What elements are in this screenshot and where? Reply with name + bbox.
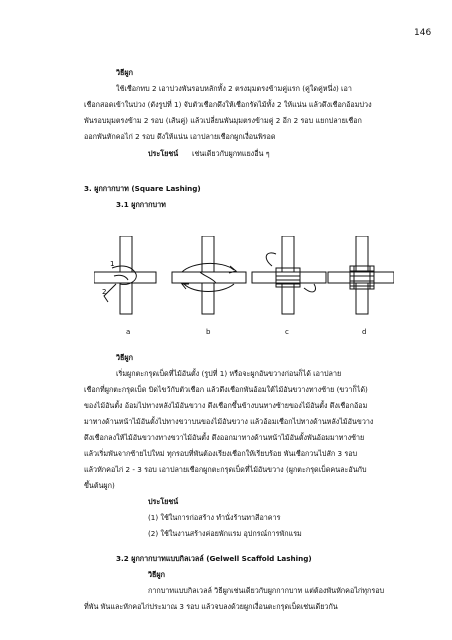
figure-label-1: 1 bbox=[110, 260, 115, 268]
paragraph-line: มาทางด้านหน้าไม้อันตั้งไปทางขวาบนของไม้อันขวาง แล้วอ้อมเชือกไปทางด้านหลังไม้อันขวาง bbox=[84, 417, 374, 426]
paragraph-line: ขึ้นต้นผูก) bbox=[84, 481, 115, 490]
square-lashing-figure bbox=[94, 236, 394, 316]
figure-caption-c: c bbox=[285, 328, 289, 336]
benefit-label: ประโยชน์ bbox=[148, 497, 179, 506]
paragraph-line: ที่พัน พันและหักคอไก่ประมาณ 3 รอบ แล้วจบลงด้วยผูกเงื่อนตะกรุดเบ็ดเช่นเดียวกัน bbox=[84, 602, 338, 611]
method-heading: วิธีผูก bbox=[116, 68, 133, 77]
subsection-heading: 3.2 ผูกกากบาทแบบกิลเวลล์ (Gelwell Scaffold Lashing) bbox=[116, 554, 312, 563]
benefit-item: (2) ใช้ในงานสร้างค่อยพักแรม อุปกรณ์การพักแรม bbox=[148, 529, 302, 538]
paragraph-line: กากบาทแบบกิลเวลล์ วิธีผูกเช่นเดียวกับผูกกากบาท แต่ต้องพันหักคอไก่ทุกรอบ bbox=[148, 586, 385, 595]
figure-caption-b: b bbox=[206, 328, 211, 336]
page-number: 146 bbox=[414, 28, 432, 38]
benefit-item: (1) ใช้ในการก่อสร้าง ทำนั่งร้านทาสีอาคาร bbox=[148, 513, 281, 522]
figure-caption-d: d bbox=[362, 328, 367, 336]
subsection-heading: 3.1 ผูกกากบาท bbox=[116, 200, 166, 209]
benefit-label: ประโยชน์ bbox=[148, 149, 179, 158]
section-heading: 3. ผูกกากบาท (Square Lashing) bbox=[84, 184, 201, 193]
paragraph-line: เชือกสอดเข้าในบ่วง (ดังรูปที่ 1) จับตัวเชือกดึงให้เชือกรัดไม้ทั้ง 2 ให้แน่น แล้วดึงเชือกอ้อมบ่วง bbox=[84, 100, 372, 109]
paragraph-line: แล้วหักคอไก่ 2 - 3 รอบ เอาปลายเชือกผูกตะกรุดเบ็ดที่ไม้อันขวาง (ผูกตะกรุดเบ็ดคนละอันกับ bbox=[84, 465, 367, 474]
figure-label-2: 2 bbox=[102, 288, 107, 296]
paragraph-line: พันรอบมุมตรงข้าม 2 รอบ (เส้นคู่) แล้วเปลี่ยนพันมุมตรงข้ามคู่ 2 อีก 2 รอบ แยกปลายเชือก bbox=[84, 116, 362, 125]
paragraph-line: เริ่มผูกตะกรุดเบ็ดที่ไม้อันตั้ง (รูปที่ 1) หรือจะผูกอันขวางก่อนก็ได้ เอาปลาย bbox=[116, 369, 342, 378]
paragraph-line: ดึงเชือกลงให้ไม้อันขวางทางขวาไม้อันตั้ง ดึงออกมาทางด้านหน้าไม้อันตั้งพันอ้อมมาทางซ้าย bbox=[84, 433, 365, 442]
figure-panel-d bbox=[328, 236, 394, 314]
figure-panel-c bbox=[252, 236, 326, 314]
figure-panel-b bbox=[172, 236, 246, 314]
method-heading: วิธีผูก bbox=[148, 570, 165, 579]
paragraph-line: ของไม้อันตั้ง อ้อมไปทางหลังไม้อันขวาง ดึงเชือกขึ้นข้างบนทางซ้ายของไม้อันตั้ง ดึงเชือกอ้อม bbox=[84, 401, 368, 410]
paragraph-line: ออกพันหักคอไก่ 2 รอบ ดึงให้แน่น เอาปลายเชือกผูกเงื่อนพิรอด bbox=[84, 132, 276, 141]
paragraph-line: แล้วเริ่มพันจากซ้ายไปใหม่ ทุกรอบที่พันต้องเรียงเชือกให้เรียบร้อย พันเชือกวนไปสัก 3 รอบ bbox=[84, 449, 358, 458]
figure-panel-a bbox=[94, 236, 156, 314]
paragraph-line: ใช้เชือกทบ 2 เอาบ่วงพันรอบหลักทั้ง 2 ตรงมุมตรงข้ามคู่แรก (คู่ใดคู่หนึ่ง) เอา bbox=[116, 84, 352, 93]
benefit-text: เช่นเดียวกับผูกทแยงอื่น ๆ bbox=[192, 149, 270, 158]
paragraph-line: เชือกที่ผูกตะกรุดเบ็ด บิดไขว้กับตัวเชือก แล้วดึงเชือกพันอ้อมใต้ไม้อันขวางทางซ้าย (ขวาก็ได้) bbox=[84, 385, 368, 394]
figure-caption-a: a bbox=[126, 328, 131, 336]
method-heading: วิธีผูก bbox=[116, 353, 133, 362]
